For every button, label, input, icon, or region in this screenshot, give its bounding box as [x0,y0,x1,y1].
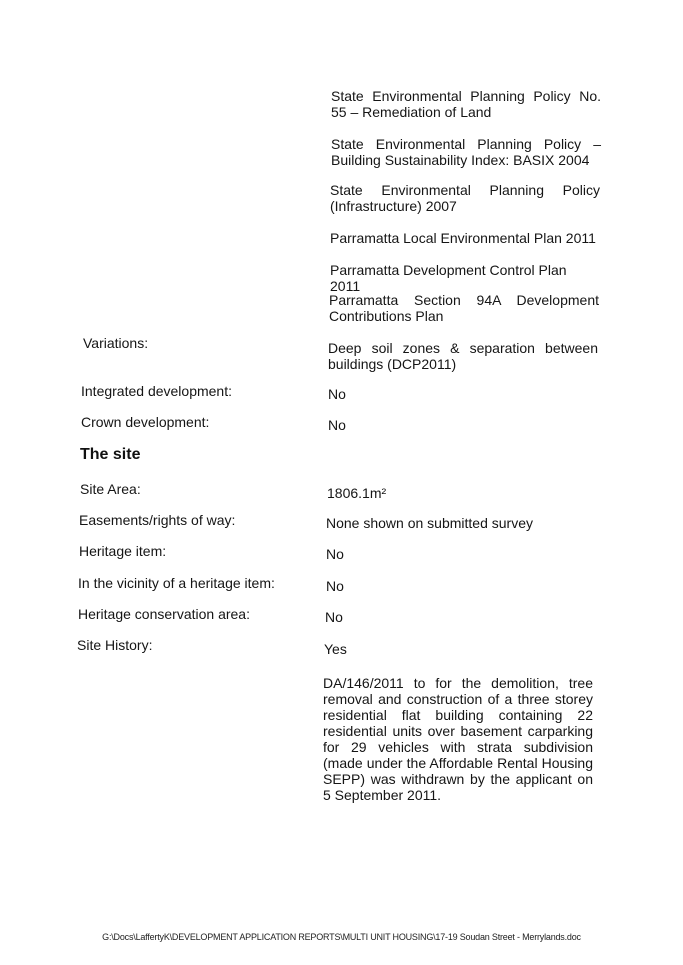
dcp-2011-item: Parramatta Development Control Plan 2011 [330,262,567,294]
site-history-detail: DA/146/2011 to for the demolition, tree removal and construction of a three storey residential flat building containing 22 residential units over basement carparking for 29 vehicles with strata subdivision (made under the Affordable Rental Housing SEPP) was withdrawn by the applicant on 5 September 2011. [323,675,593,803]
section-heading-the-site: The site [80,446,141,463]
site-history-label: Site History: [77,637,153,653]
integrated-development-label: Integrated development: [81,383,232,399]
site-history-value: Yes [324,641,347,657]
heritage-item-value: No [326,546,344,562]
heritage-vicinity-value: No [326,578,344,594]
integrated-development-value: No [328,386,346,402]
crown-development-value: No [328,417,346,433]
sepp-55-item: State Environmental Planning Policy No. 55 – Remediation of Land [331,88,601,120]
site-area-value: 1806.1m² [327,485,387,501]
sepp-basix-item: State Environmental Planning Policy – Building Sustainability Index: BASIX 2004 [331,136,601,168]
variations-value: Deep soil zones & separation between buildings (DCP2011) [328,340,598,372]
lep-2011-item: Parramatta Local Environmental Plan 2011 [330,230,596,246]
heritage-conservation-value: No [325,609,343,625]
document-file-path: G:\Docs\LaffertyK\DEVELOPMENT APPLICATION REPORTS\MULTI UNIT HOUSING\17-19 Soudan Street - Merrylands.doc [102,932,581,942]
section-94a-item: Parramatta Section 94A Development Contributions Plan [329,292,599,324]
heritage-vicinity-label: In the vicinity of a heritage item: [78,575,275,591]
crown-development-label: Crown development: [81,414,210,430]
easements-label: Easements/rights of way: [79,512,236,528]
variations-label: Variations: [83,335,149,351]
sepp-infrastructure-item: State Environmental Planning Policy (Infrastructure) 2007 [330,182,600,214]
easements-value: None shown on submitted survey [326,515,533,531]
heritage-conservation-label: Heritage conservation area: [78,606,250,622]
site-area-label: Site Area: [80,481,141,497]
heritage-item-label: Heritage item: [79,543,167,559]
